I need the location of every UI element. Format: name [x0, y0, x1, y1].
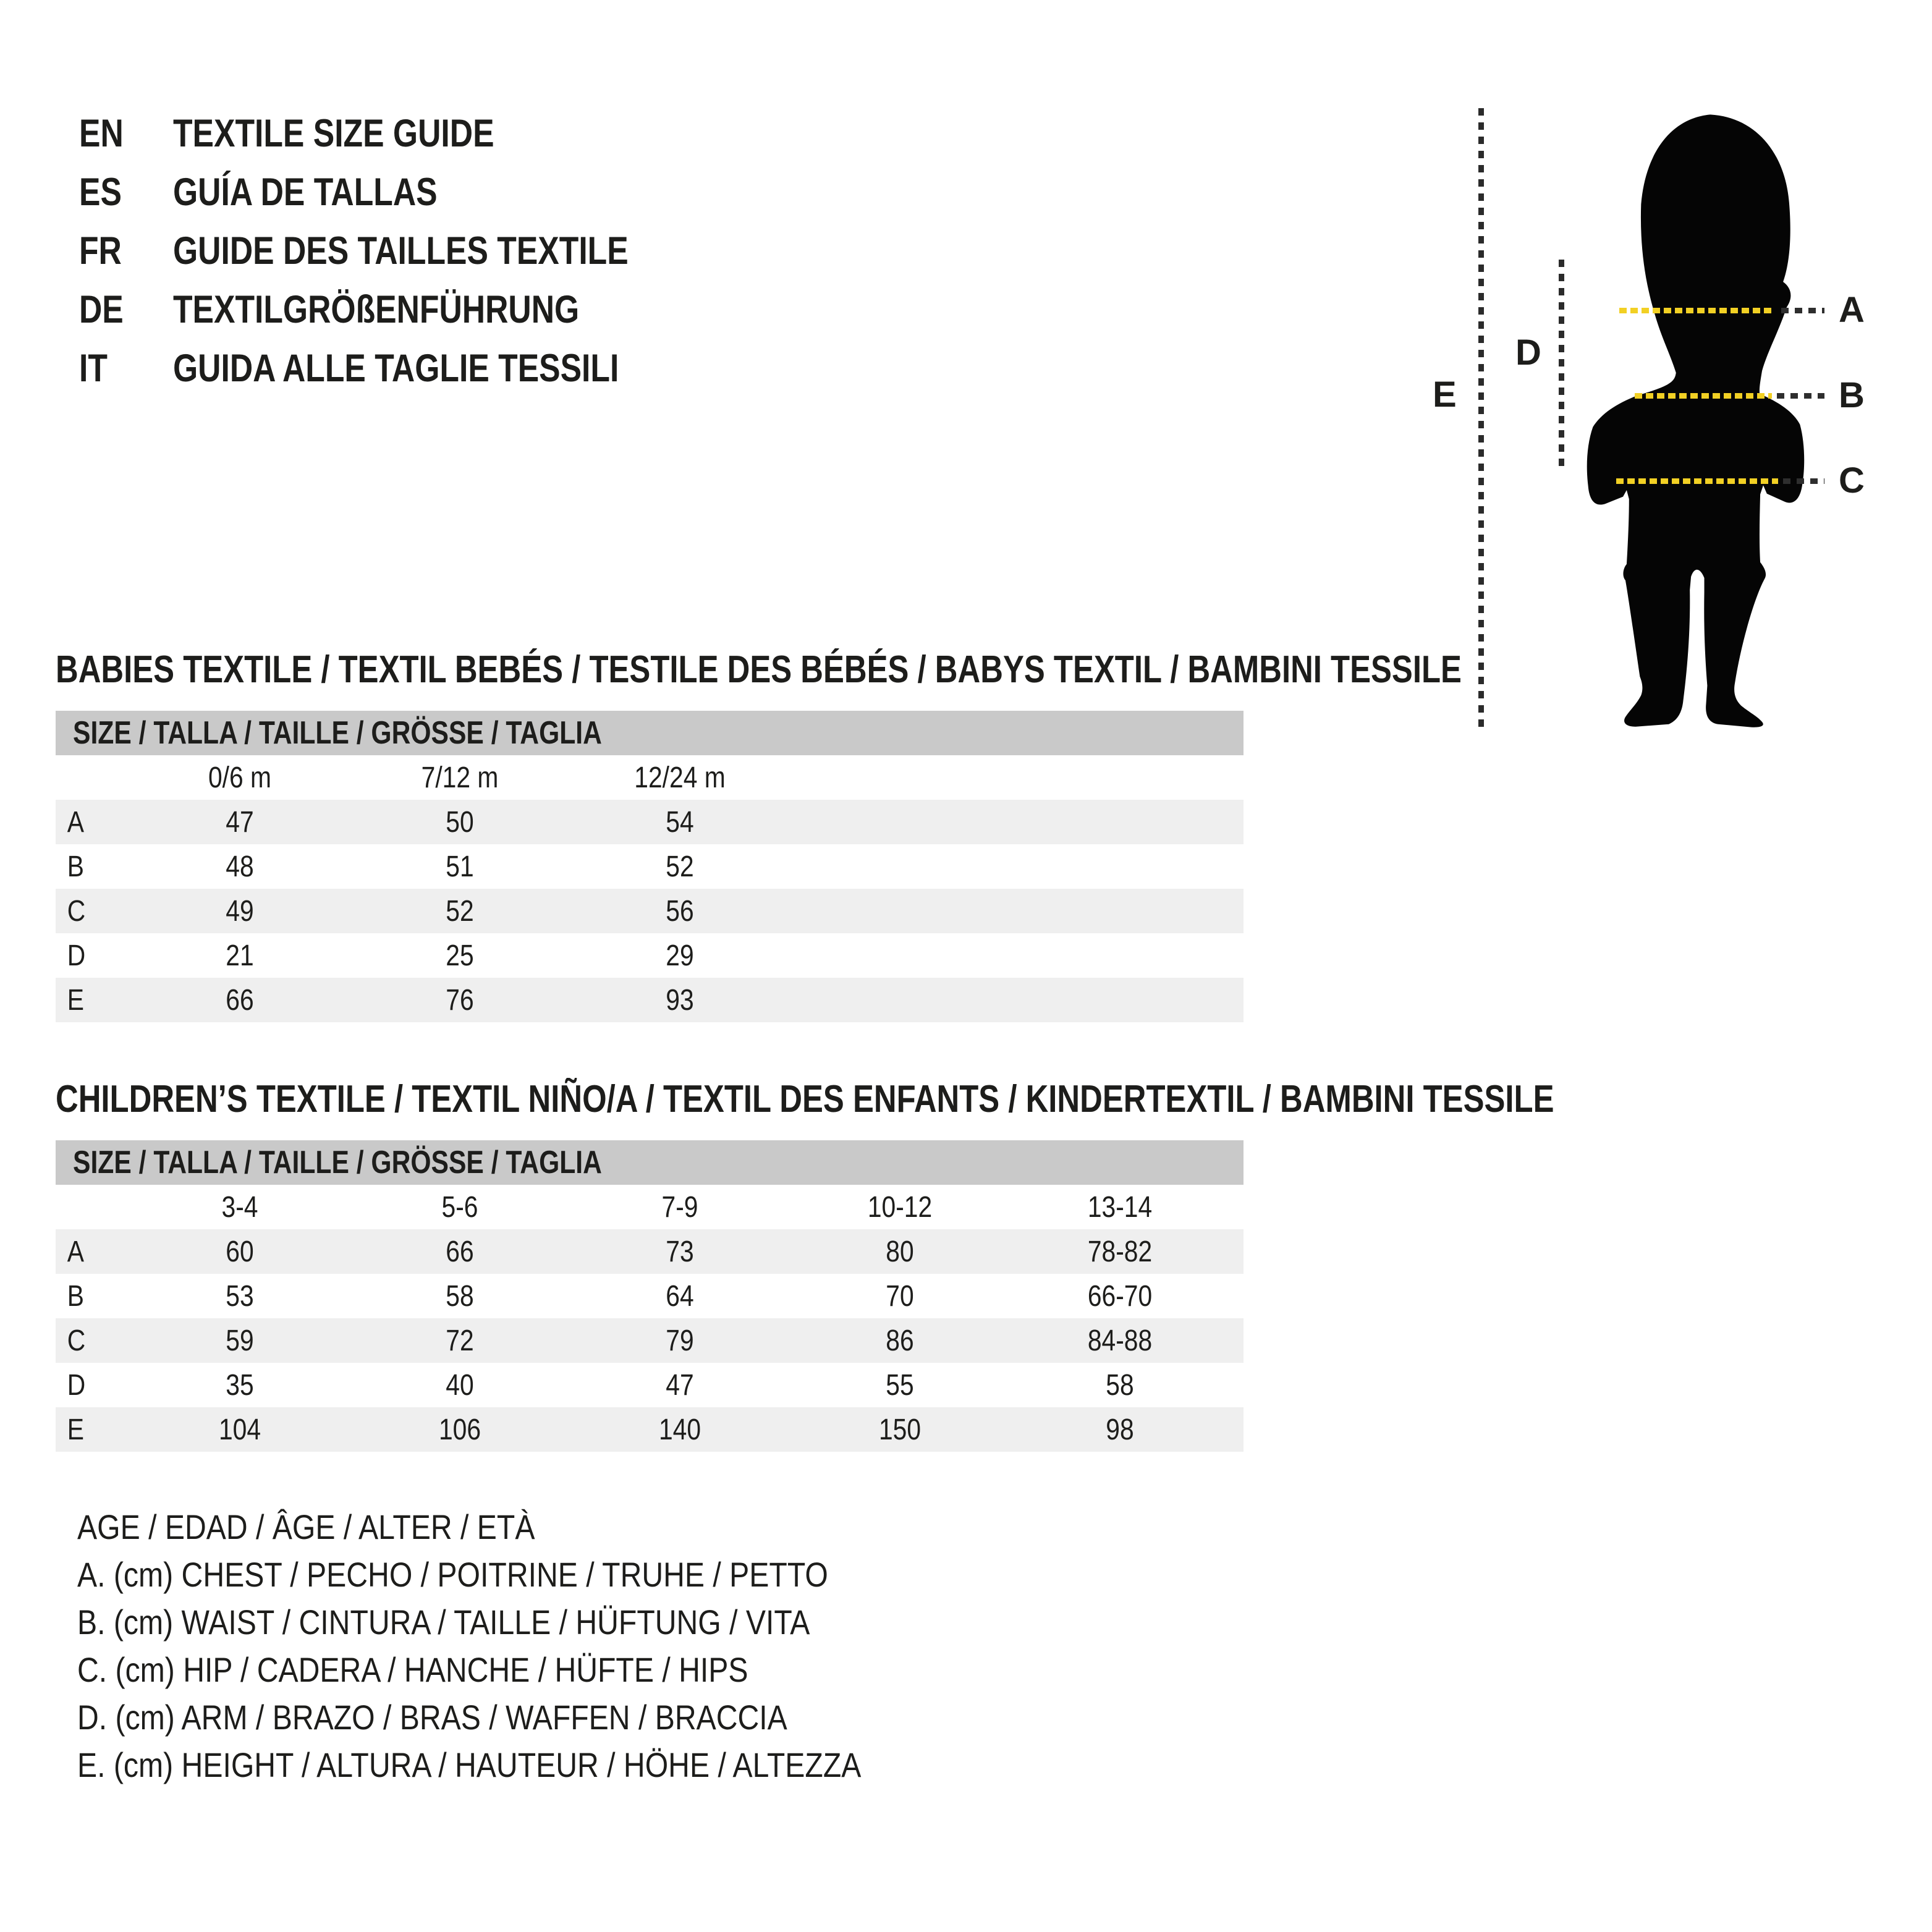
column-header: 13-14	[1087, 1190, 1153, 1224]
legend-height: E. (cm) HEIGHT / ALTURA / HAUTEUR / HÖHE / ALTEZZA	[77, 1745, 862, 1784]
table-cell: 60	[226, 1235, 254, 1268]
table-cell: 47	[666, 1368, 694, 1402]
arm-measure-line-d	[1559, 260, 1564, 471]
language-row	[79, 104, 728, 163]
column-header: 10-12	[867, 1190, 933, 1224]
language-title: GUIDA ALLE TAGLIE TESSILI	[173, 346, 619, 390]
table-cell: 150	[878, 1413, 922, 1446]
column-header-row	[56, 1185, 1244, 1229]
table-cell: 56	[666, 894, 694, 928]
column-header: 0/6 m	[208, 761, 272, 794]
column-header: 5-6	[441, 1190, 478, 1224]
row-label: A	[67, 1235, 84, 1268]
language-title: TEXTILGRÖßENFÜHRUNG	[173, 287, 580, 331]
table-cell: 84-88	[1087, 1324, 1153, 1357]
children-size-table	[56, 1140, 1244, 1452]
table-cell: 66-70	[1087, 1279, 1153, 1313]
language-code: EN	[79, 111, 124, 155]
chest-dark-dashes	[1781, 308, 1824, 313]
table-cell: 52	[666, 850, 694, 883]
babies-section-heading: BABIES TEXTILE / TEXTIL BEBÉS / TESTILE DES BÉBÉS / BABYS TEXTIL / BAMBINI TESSILE	[56, 648, 1462, 691]
table-cell: 106	[438, 1413, 481, 1446]
table-cell: 40	[446, 1368, 474, 1402]
column-header: 12/24 m	[634, 761, 726, 794]
table-cell: 55	[886, 1368, 914, 1402]
language-title-list	[79, 104, 728, 397]
table-cell: 79	[666, 1324, 694, 1357]
table-cell: 80	[886, 1235, 914, 1268]
legend-hip: C. (cm) HIP / CADERA / HANCHE / HÜFTE / HIPS	[77, 1650, 748, 1689]
column-header-row	[56, 755, 1244, 800]
row-label: A	[67, 805, 84, 839]
legend-chest: A. (cm) CHEST / PECHO / POITRINE / TRUHE / PETTO	[77, 1555, 828, 1594]
legend-row	[77, 1646, 989, 1693]
language-row	[79, 163, 728, 221]
measure-label-a: A	[1839, 290, 1865, 330]
column-header: 7/12 m	[421, 761, 499, 794]
table-cell: 21	[226, 939, 254, 972]
legend-row	[77, 1598, 989, 1646]
table-cell: 50	[446, 805, 474, 839]
language-code: IT	[79, 346, 108, 390]
table-cell: 66	[226, 983, 254, 1017]
legend-arm: D. (cm) ARM / BRAZO / BRAS / WAFFEN / BRACCIA	[77, 1698, 787, 1737]
row-label: B	[67, 1279, 84, 1313]
legend-waist: B. (cm) WAIST / CINTURA / TAILLE / HÜFTUNG / VITA	[77, 1603, 810, 1642]
hip-dark-dashes	[1783, 478, 1824, 484]
row-label: D	[67, 1368, 86, 1402]
table-cell: 35	[226, 1368, 254, 1402]
children-section-heading: CHILDREN’S TEXTILE / TEXTIL NIÑO/A / TEXTIL DES ENFANTS / KINDERTEXTIL / BAMBINI TESSILE	[56, 1078, 1554, 1121]
language-code: FR	[79, 229, 122, 273]
table-cell: 52	[446, 894, 474, 928]
table-row	[56, 1363, 1244, 1407]
size-header-bar	[56, 711, 1244, 755]
table-cell: 29	[666, 939, 694, 972]
table-cell: 73	[666, 1235, 694, 1268]
table-cell: 78-82	[1087, 1235, 1153, 1268]
language-code: DE	[79, 287, 124, 331]
table-cell: 49	[226, 894, 254, 928]
row-label: E	[67, 983, 84, 1017]
legend-row	[77, 1693, 989, 1741]
measurement-legend	[77, 1503, 989, 1789]
measurement-figure	[1415, 105, 1928, 748]
table-cell: 66	[446, 1235, 474, 1268]
table-row	[56, 889, 1244, 933]
measure-label-d: D	[1515, 333, 1541, 373]
table-cell: 47	[226, 805, 254, 839]
table-cell: 104	[218, 1413, 261, 1446]
row-label: D	[67, 939, 86, 972]
babies-size-table	[56, 711, 1244, 1022]
column-header: 7-9	[661, 1190, 698, 1224]
size-header-bar	[56, 1140, 1244, 1185]
legend-row	[77, 1503, 989, 1551]
table-row	[56, 933, 1244, 978]
table-cell: 93	[666, 983, 694, 1017]
table-cell: 58	[1106, 1368, 1134, 1402]
measure-label-b: B	[1839, 375, 1865, 415]
child-silhouette	[1579, 105, 1808, 735]
legend-age: AGE / EDAD / ÂGE / ALTER / ETÀ	[77, 1507, 535, 1546]
table-row	[56, 800, 1244, 844]
size-header-text: SIZE / TALLA / TAILLE / GRÖSSE / TAGLIA	[73, 1145, 602, 1180]
waist-yellow-dashes	[1635, 393, 1772, 399]
language-title: GUIDE DES TAILLES TEXTILE	[173, 229, 629, 273]
row-label: B	[67, 850, 84, 883]
column-header: 3-4	[221, 1190, 258, 1224]
language-title: TEXTILE SIZE GUIDE	[173, 111, 494, 155]
table-cell: 51	[446, 850, 474, 883]
language-row	[79, 280, 728, 339]
table-row	[56, 1407, 1244, 1452]
language-code: ES	[79, 170, 122, 214]
table-row	[56, 1229, 1244, 1274]
table-cell: 86	[886, 1324, 914, 1357]
height-measure-line-e	[1478, 108, 1484, 734]
table-cell: 59	[226, 1324, 254, 1357]
table-row	[56, 978, 1244, 1022]
legend-row	[77, 1551, 989, 1598]
table-row	[56, 1318, 1244, 1363]
legend-row	[77, 1741, 989, 1789]
table-cell: 72	[446, 1324, 474, 1357]
chest-yellow-dashes	[1619, 308, 1775, 313]
language-title: GUÍA DE TALLAS	[173, 170, 438, 214]
measure-label-c: C	[1839, 460, 1865, 501]
row-label: C	[67, 894, 86, 928]
language-row	[79, 221, 728, 280]
table-cell: 98	[1106, 1413, 1134, 1446]
table-cell: 64	[666, 1279, 694, 1313]
table-cell: 48	[226, 850, 254, 883]
waist-dark-dashes	[1777, 393, 1824, 399]
size-header-text: SIZE / TALLA / TAILLE / GRÖSSE / TAGLIA	[73, 715, 602, 751]
row-label: C	[67, 1324, 86, 1357]
table-row	[56, 844, 1244, 889]
hip-yellow-dashes	[1616, 478, 1778, 484]
row-label: E	[67, 1413, 84, 1446]
table-row	[56, 1274, 1244, 1318]
table-cell: 54	[666, 805, 694, 839]
table-cell: 140	[658, 1413, 701, 1446]
table-cell: 25	[446, 939, 474, 972]
language-row	[79, 339, 728, 397]
table-cell: 76	[446, 983, 474, 1017]
measure-label-e: E	[1433, 375, 1457, 415]
table-cell: 58	[446, 1279, 474, 1313]
table-cell: 70	[886, 1279, 914, 1313]
table-cell: 53	[226, 1279, 254, 1313]
